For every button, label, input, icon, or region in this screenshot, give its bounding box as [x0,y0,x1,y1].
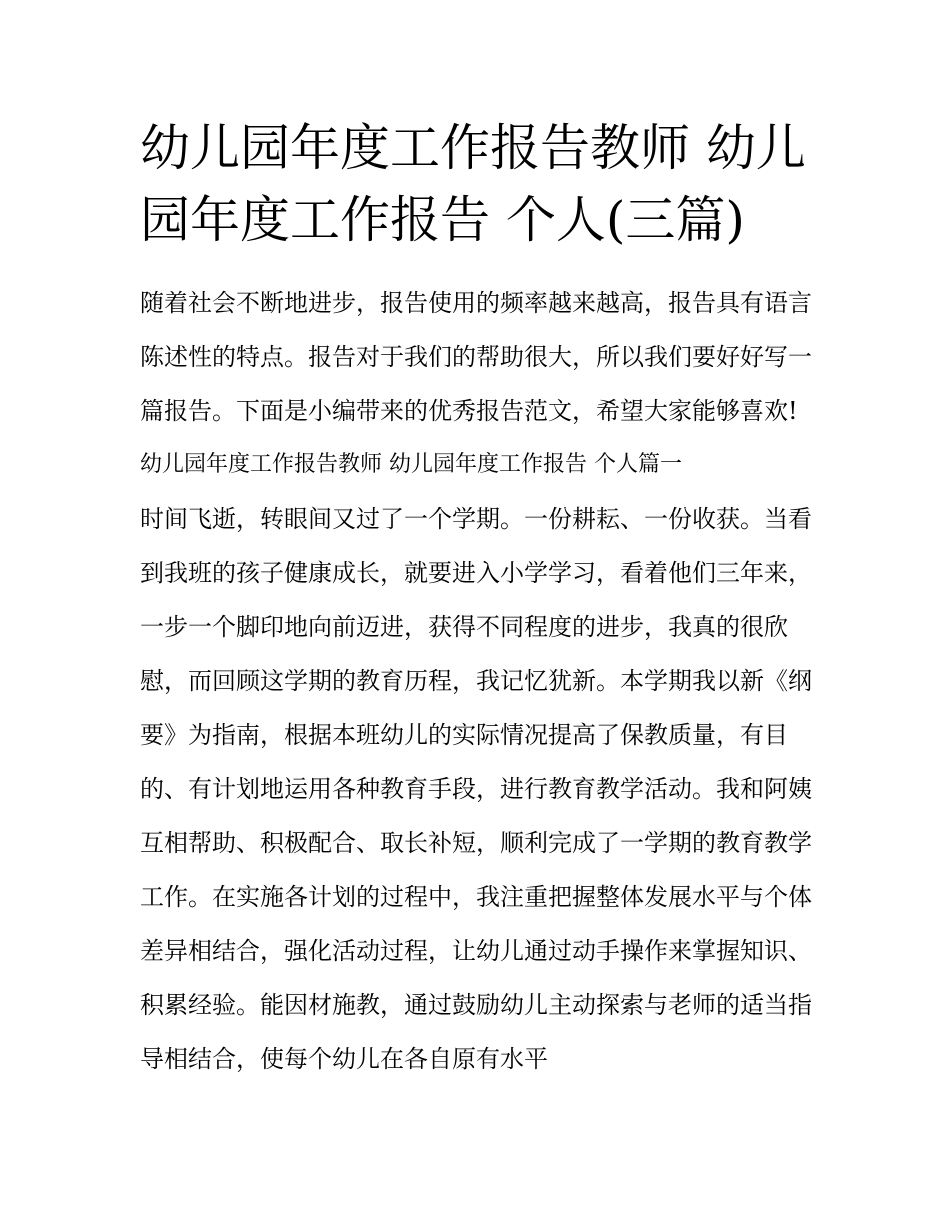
intro-paragraph: 随着社会不断地进步，报告使用的频率越来越高，报告具有语言陈述性的特点。报告对于我们的帮助很大，所以我们要好好写一篇报告。下面是小编带来的优秀报告范文，希望大家能够喜欢! [140,289,812,425]
document-body [140,276,820,1086]
section-paragraph: 时间飞逝，转眼间又过了一个学期。一份耕耘、一份收获。当看到我班的孩子健康成长，就要进入小学学习，看着他们三年来，一步一个脚印地向前迈进，获得不同程度的进步，我真的很欣慰，而回顾这学期的教育历程，我记忆犹新。本学期我以新《纲要》为指南，根据本班幼儿的实际情况提高了保教质量，有目的、有计划地运用各种教育手段，进行教育教学活动。我和阿姨互相帮助、积极配合、取长补短，顺利完成了一学期的教育教学工作。在实施各计划的过程中，我注重把握整体发展水平与个体差异相结合，强化活动过程，让幼儿通过动手操作来掌握知识、积累经验。能因材施教，通过鼓励幼儿主动探索与老师的适当指导相结合，使每个幼儿在各自原有水平 [140,505,812,1073]
document-title: 幼儿园年度工作报告教师 幼儿园年度工作报告 个人(三篇) [140,119,806,249]
section-heading: 幼儿园年度工作报告教师 幼儿园年度工作报告 个人篇一 [140,452,682,477]
